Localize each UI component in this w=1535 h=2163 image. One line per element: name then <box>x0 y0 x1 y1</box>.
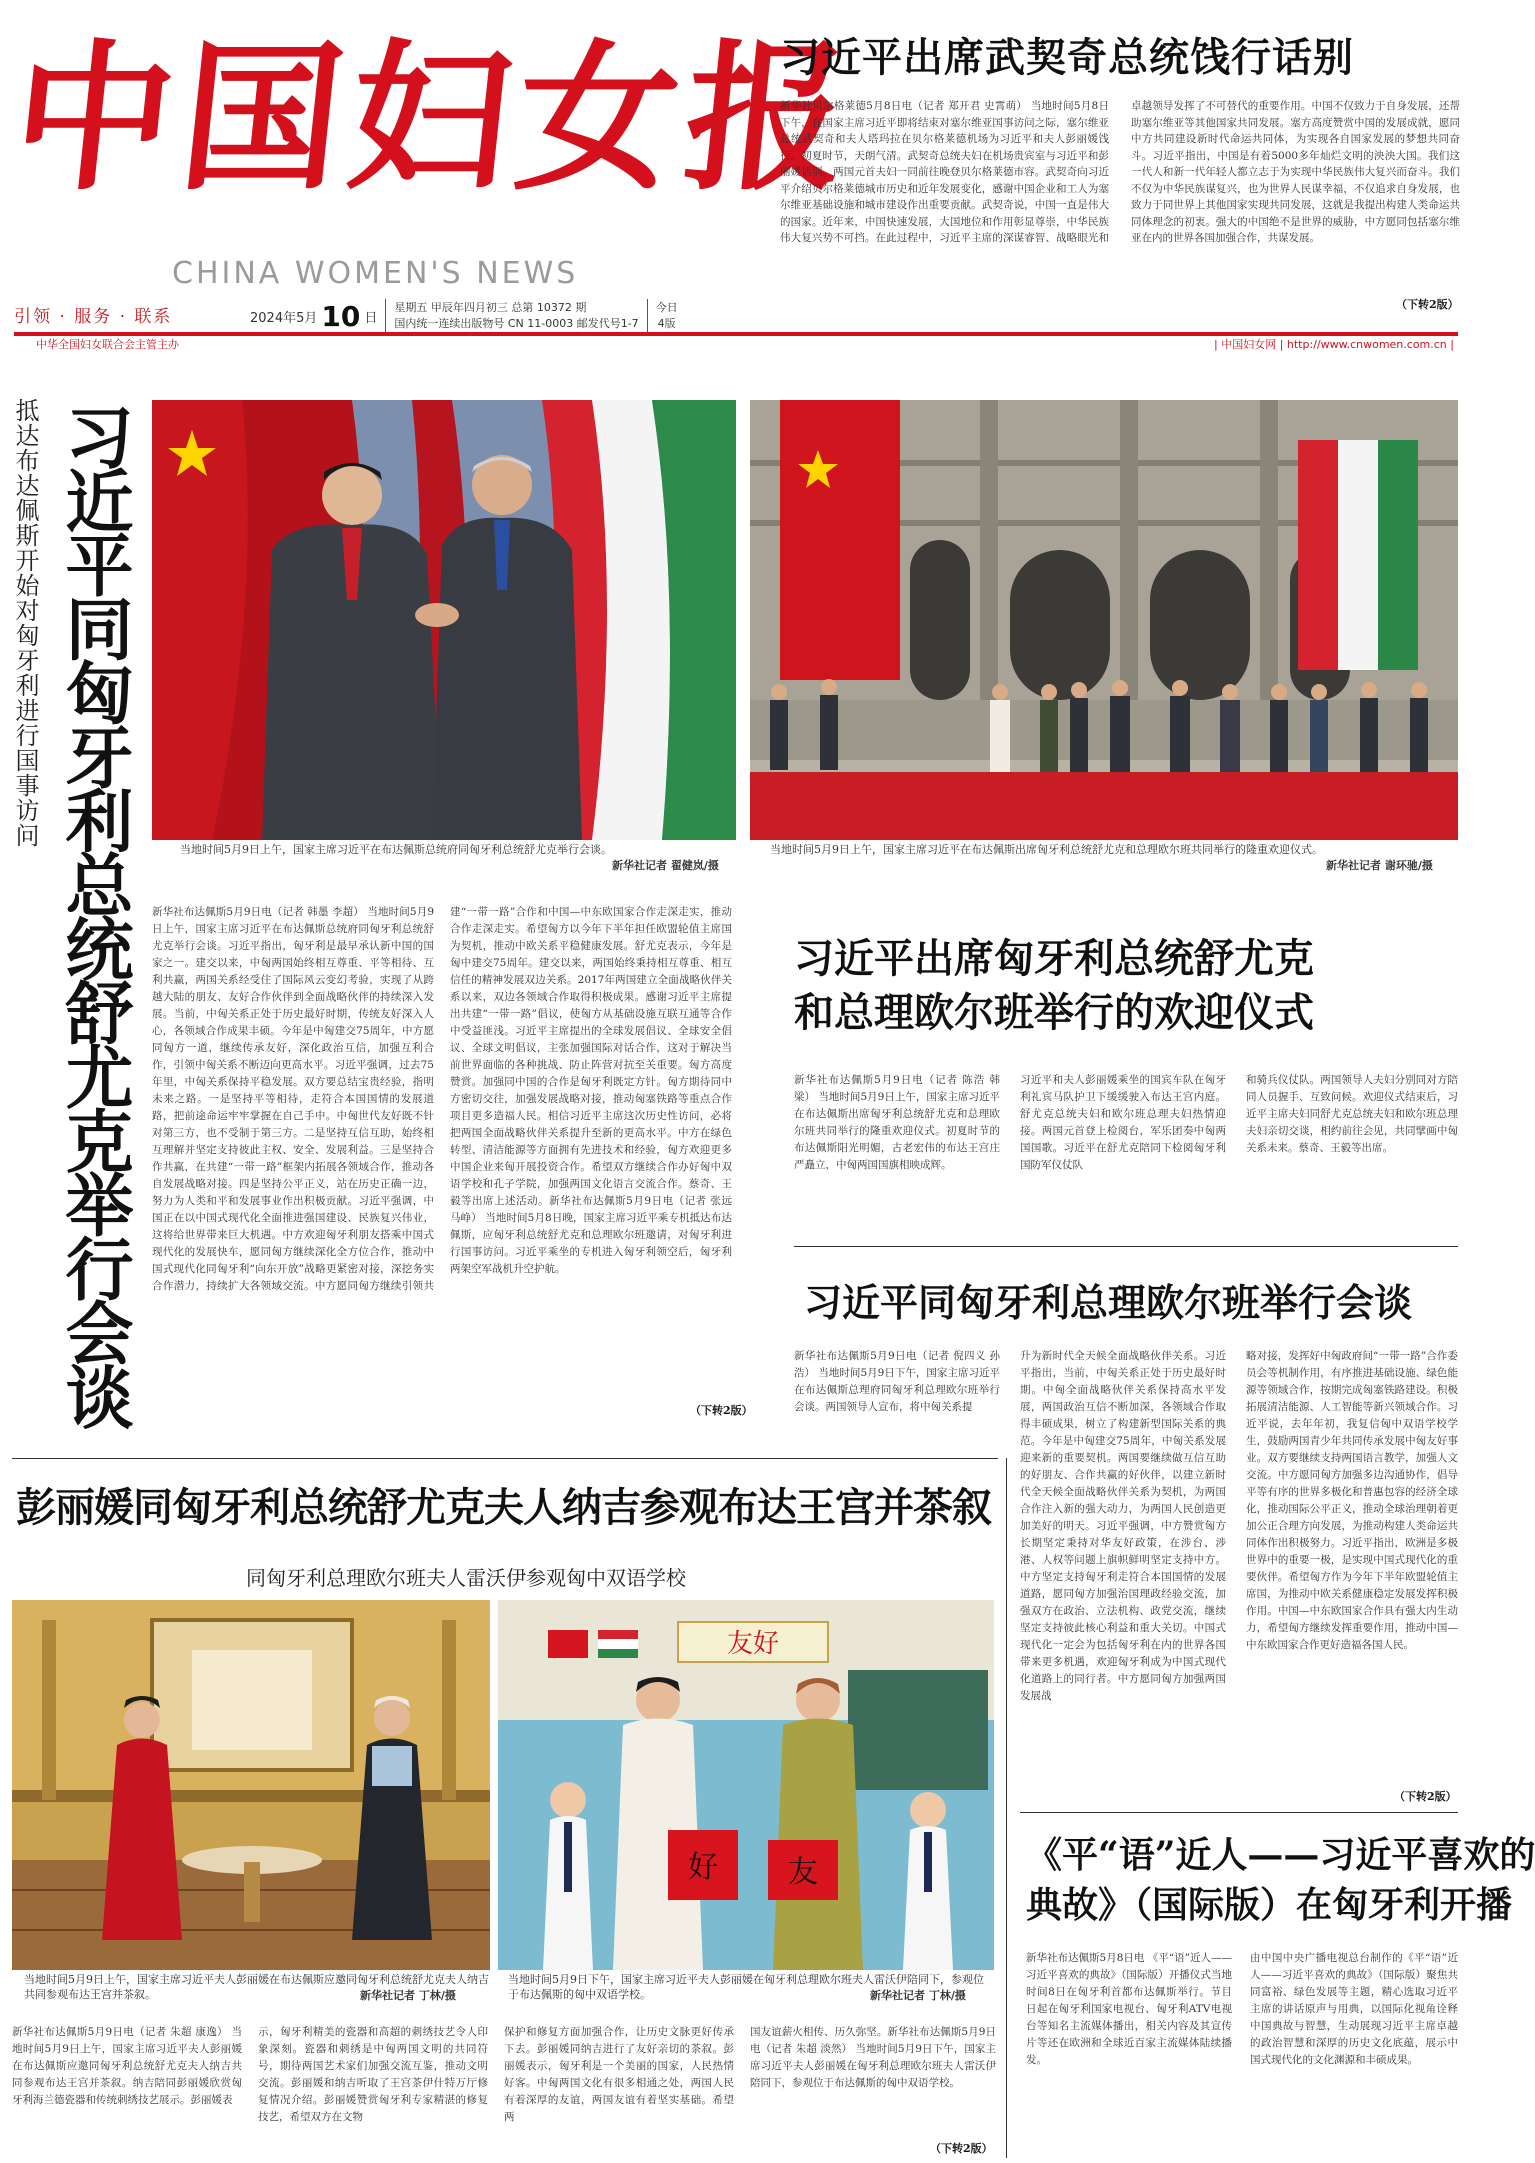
main-story-col2: 作走深走实，推动合作走深走实。希望匈方以今年下半年担任欧盟轮值主席国为契机，推动中欧关系平稳健康发展。舒尤克表示，今年是匈中建交75周年。建交以来，两国始终秉持相互尊重、相互信任的精神发展双边关系。2017年两国建立全面战略伙伴关系以来，双边各领域合作取得积极成果。感谢习近平主席提出共建“一带一路”倡议，使匈方从基础设施互联互通等合作中受益匪浅。习近平主席提出的全球发展倡议、全球安全倡议、全球文明倡议，主张加强国际对话合作，这对于解决当前世界面临的各种挑战、防止阵营对抗至关重要。匈方高度赞赏。加强同中国的合作是匈牙利既定方针。匈方期待同中方密切交往，加强发展战略对接，推动匈塞铁路等重点合作项目更多造福人民。相信习近平主席这次历史性访问，必将把两国全面战略伙伴关系提升至新的更高水平。中方在绿色转型、清洁能源等方面拥有先进技术和经验，匈方欢迎更多中国企业来匈开展投资合作。希望双方继续合作办好匈中双语学校和孔子学院，加强两国文化语言交流合作。蔡奇、王毅等出席上述活动。新华社布达佩斯5月9日电（记者 张远 马峥） 当地时间5月8日晚，国家主席习近平乘专机抵达布达佩斯，应匈牙利总统舒尤克和总理欧尔班邀请，对匈牙利进行国事访问。习近平乘坐的专机进入匈牙利领空后，匈牙利两架空军战机升空护航。 <box>450 906 732 1275</box>
date-prefix: 2024年5月 <box>250 310 318 326</box>
masthead-slogan: 引领 · 服务 · 联系 <box>14 307 173 327</box>
classics-col1: 新华社布达佩斯5月8日电 《平“语”近人——习近平喜欢的典故》（国际版）开播仪式当地时间8日在匈牙利首都布达佩斯举行。节目日起在匈牙利国家电视台、匈牙利ATV电视台等知名主流媒体播出，相关内容及其宣传片等还在欧洲和全球近百家主流媒体陆续播发。 <box>1026 1952 1232 2066</box>
photo-handshake-caption: 当地时间5月9日上午，国家主席习近平在布达佩斯总统府同匈牙利总统舒尤克举行会谈。 <box>180 843 612 856</box>
main-story-continued: （下转2版） <box>690 1404 753 1417</box>
photo-handshake-credit: 新华社记者 翟健岚/摄 <box>612 859 719 872</box>
photo-ceremony-caption: 当地时间5月9日上午，国家主席习近平在布达佩斯出席匈牙利总统舒尤克和总理欧尔班共同举行的隆重欢迎仪式。 <box>770 843 1323 856</box>
pages-count <box>656 300 678 332</box>
orban-headline: 习近平同匈牙利总理欧尔班举行会谈 <box>804 1280 1413 1325</box>
orban-continued: （下转2版） <box>1394 1790 1457 1803</box>
photo-ceremony <box>750 400 1458 840</box>
divider <box>12 1458 998 1459</box>
pages-value: 4版 <box>657 317 676 330</box>
welcome-headline <box>794 932 1314 1040</box>
card-you-text: 友 <box>788 1855 818 1890</box>
vertical-headline: 习近平同匈牙利总统舒尤克举行会谈 <box>54 402 134 1426</box>
orban-col3: 略对接，发挥好中匈政府间“一带一路”合作委员会等机制作用，有序推进基础设施、绿色能源等领域合作，按期完成匈塞铁路建设。积极拓展清洁能源、人工智能等新兴领域合作。习近平说，去年年初，我复信匈中双语学校学生，鼓励两国青少年共同传承发展中匈友好事业。双方要继续支持两国语言教学，加强人文交流。中方愿同匈方加强多边沟通协作，倡导平等有序的世界多极化和普惠包容的经济全球化，推动国际公平正义，推动全球治理朝着更加公正合理方向发展，为推动构建人类命运共同体作出积极努力。习近平指出，欧洲是多极世界中的重要一极，是实现中国式现代化的重要伙伴。希望匈方作为今年下半年欧盟轮值主席国，为推动中欧关系健康稳定发展发挥积极作用。中国—中东欧国家合作具有强大内生动力，希望匈方继续发挥重要作用，推动中国—中东欧国家合作更好造福各国人民。 <box>1246 1350 1458 1651</box>
website-line: | 中国妇女网 | http://www.cnwomen.com.cn | <box>1214 338 1454 351</box>
photo-ceremony-credit: 新华社记者 谢环驰/摄 <box>1326 859 1433 872</box>
top-story-headline: 习近平出席武契奇总统饯行话别 <box>780 34 1354 81</box>
welcome-col3: 和骑兵仪仗队。两国领导人夫妇分别同对方陪同人员握手、互致问候。欢迎仪式结束后，习近平主席夫妇同舒尤克总统夫妇和欧尔班总理夫妇亲切交谈，相约前往会见，共同擘画中匈关系未来。蔡奇、王毅等出席。 <box>1246 1074 1458 1154</box>
classics-headline-line1: 《平“语”近人——习近平喜欢的 <box>1026 1834 1535 1876</box>
photo-palace-caption: 当地时间5月9日上午，国家主席习近平夫人彭丽媛在布达佩斯应邀同匈牙利总统舒尤克夫人纳吉共同参观布达王宫并茶叙。 <box>24 1973 489 2001</box>
welcome-headline-line1: 习近平出席匈牙利总统舒尤克 <box>794 935 1314 982</box>
peng-continued: （下转2版） <box>930 2142 993 2155</box>
date-suffix: 日 <box>364 310 378 326</box>
masthead-title: 中国妇女报 <box>4 24 864 212</box>
date-day: 10 <box>321 299 361 333</box>
issue-info <box>394 300 638 332</box>
photo-palace <box>12 1600 490 1970</box>
vertical-kicker: 抵达布达佩斯开始对匈牙利进行国事访问 <box>11 398 39 848</box>
sponsor-line: 中华全国妇女联合会主管主办 <box>36 338 179 351</box>
photo-school-caption: 当地时间5月9日下午，国家主席习近平夫人彭丽媛在匈牙利总理欧尔班夫人雷沃伊陪同下，参观位于布达佩斯的匈中双语学校。 <box>508 1973 984 2001</box>
top-story-continued: （下转2版） <box>1396 298 1459 311</box>
divider <box>794 1246 1458 1247</box>
top-story-body: 新华社贝尔格莱德5月8日电（记者 郑开君 史霄萌） 当地时间5月8日下午，在国家主席习近平即将结束对塞尔维亚国事访问之际，塞尔维亚总统武契奇和夫人塔玛拉在贝尔格莱德机场为习近平和夫人彭丽媛饯行。初夏时节，天朗气清。武契奇总统夫妇在机场贵宾室与习近平和彭丽媛话别。两国元首夫妇一同前往晚登贝尔格莱德市容。武契奇向习近平介绍贝尔格莱德城市历史和近年发展变化，感谢中国企业和工人为塞尔维亚基础设施和城市建设作出重要贡献。武契奇说，中国一直是伟大的国家。近年来，中国快速发展，大国地位和作用彰显尊崇，中华民族伟大复兴势不可挡。在此过程中，习近平主席的深谋睿智、战略眼光和卓越领导发挥了不可替代的重要作用。中国不仅致力于自身发展，还帮助塞尔维亚等其他国家共同发展。塞方高度赞赏中国的发展成就，愿同中方共同建设新时代命运共同体，为实现各自国家发展的梦想共同奋斗。习近平指出，中国是有着5000多年灿烂文明的泱泱大国。我们这一代人和新一代年轻人都立志于为实现中华民族伟大复兴而奋斗。我们不仅为中华民族谋复兴，也为世界人民谋幸福，不仅追求自身发展，也致力于同世界上其他国家实现共同发展，这就是我提出构建人类命运共同体理念的初衷。强大的中国绝不是世界的威胁，中方愿同包括塞尔维亚在内的世界各国加强合作，共谋发展。 <box>780 100 1460 244</box>
photo-handshake <box>152 400 736 840</box>
main-story-col1: 新华社布达佩斯5月9日电（记者 韩墨 李超） 当地时间5月9日上午，国家主席习近平在布达佩斯总统府同匈牙利总统舒尤克举行会谈。习近平指出，匈牙利是最早承认新中国的国家之一。建交以来，中匈两国始终相互尊重、平等相待、互利共赢，两国关系经受住了国际风云变幻考验，实现了从跨越大陆的朋友、友好合作伙伴到全面战略伙伴的持续深入发展。当前，中匈关系正处于历史最好时期，传统友好深入人心，各领域合作成果丰硕。今年是中匈建交75周年，中方愿同匈方一道，继续传承友好，深化政治互信，加强互利合作，引领中匈关系不断迈向更高水平。习近平强调，过去75年里，中匈关系保持平稳发展。双方要总结宝贵经验，指明未来之路。一是坚持平等相待，走符合本国国情的发展道路，把前途命运牢牢掌握在自己手中。中匈世代友好既不针对第三方，也不受制于第三方。二是坚持互信互助，始终相互理解并坚定支持彼此主权、安全、发展利益。三是坚持合作共赢，在共建“一带一路”框架内拓展各领域合作，推动各自发展战略对接。四是坚持公平正义，站在历史正确一边，努力为人类和平和发展事业作出积极贡献。习近平强调，中国正在以中国式现代化全面推进强国建设、民族复兴伟业，这将给世界带来巨大机遇。中方欢迎匈牙利朋友搭乘中国式现代化的发展快车，愿同匈方继续深化全方位合作，推动中国式现代化同匈牙利“向东开放”战略更紧密对接，深挖务实合作潜力，持续扩大各领域交流。中方愿同匈方继续引领共建“一带一路”合作和中国—中东欧国家合 <box>152 906 646 1292</box>
masthead-logo <box>4 18 864 291</box>
peng-col2: 示，匈牙利精美的瓷器和高超的刺绣技艺令人印象深刻。瓷器和刺绣是中匈两国文明的共同符号，期待两国艺术家们加强交流互鉴，推动文明交流。彭丽媛和纳吉听取了王宫茶伊什特万厅修复情况介绍。彭丽媛赞赏匈牙利专家精湛的修复技艺，希望双方在文物 <box>258 2026 488 2123</box>
peng-col1: 新华社布达佩斯5月9日电（记者 朱超 康逸） 当地时间5月9日上午，国家主席习近平夫人彭丽媛在布达佩斯应邀同匈牙利总统舒尤克夫人纳吉共同参观布达王宫并茶叙。纳吉陪同彭丽媛欣赏匈牙利海兰德瓷器和传统刺绣技艺展示。彭丽媛表 <box>12 2026 242 2106</box>
masthead-english: CHINA WOMEN'S NEWS <box>172 256 579 291</box>
photo-palace-credit: 新华社记者 丁林/摄 <box>360 1989 456 2002</box>
peng-subheadline: 同匈牙利总理欧尔班夫人雷沃伊参观匈中双语学校 <box>246 1566 686 1590</box>
classics-headline-line2: 典故》（国际版）在匈牙利开播 <box>1026 1884 1513 1926</box>
divider <box>1020 1812 1458 1813</box>
classics-headline <box>1026 1830 1535 1930</box>
school-sign-text: 友好 <box>726 1629 780 1659</box>
card-hao-text: 好 <box>688 1850 718 1885</box>
orban-col1: 新华社布达佩斯5月9日电（记者 倪四义 孙浩） 当地时间5月9日下午，国家主席习近平在布达佩斯总理府同匈牙利总理欧尔班举行会谈。两国领导人宣布，将中匈关系提 <box>794 1350 1000 1413</box>
divider <box>385 299 386 333</box>
orban-col2: 升为新时代全天候全面战略伙伴关系。习近平指出，当前，中匈关系正处于历史最好时期。中匈全面战略伙伴关系保持高水平发展，两国政治互信不断加深，各领域合作取得丰硕成果，树立了构建新型国际关系的典范。今年是中匈建交75周年，中匈关系发展迎来新的重要契机。两国要继续做互信互助的好朋友、合作共赢的好伙伴，以建立新时代全天候全面战略伙伴关系为契机，为两国合作注入新的强大动力，为两国人民创造更加美好的明天。习近平强调，中方赞赏匈方长期坚定秉持对华友好政策，在涉台、涉港、人权等问题上旗帜鲜明坚定支持中方。中方坚定支持匈牙利走符合本国国情的发展道路，愿同匈方加强治国理政经验交流，加强双方在政治、立法机构、政党交流，继续坚定支持彼此核心利益和重大关切。中国式现代化一定会为包括匈牙利在内的世界各国带来更多机遇，欢迎匈牙利成为中国式现代化道路上的同行者。中方愿同匈方加强两国发展战 <box>1020 1350 1226 1702</box>
main-story-body <box>152 904 732 1414</box>
divider <box>647 299 648 333</box>
date-block <box>250 296 678 336</box>
welcome-col1: 新华社布达佩斯5月9日电（记者 陈浩 韩梁） 当地时间5月9日上午，国家主席习近平在布达佩斯出席匈牙利总统舒尤克和总理欧尔班共同举行的隆重欢迎仪式。初夏时节的布达佩斯阳光明媚，古老宏伟的布达王宫庄严矗立，中匈两国国旗相映成辉。 <box>794 1074 1000 1171</box>
divider <box>1006 1458 1007 2158</box>
photo-school-credit: 新华社记者 丁林/摄 <box>870 1989 966 2002</box>
peng-col4: 国友谊薪火相传、历久弥坚。新华社布达佩斯5月9日电（记者 朱超 淡然） 当地时间5月9日下午，国家主席习近平夫人彭丽媛在匈牙利总理欧尔班夫人雷沃伊陪同下，参观位于布达佩斯的匈中双语学校。 <box>750 2026 996 2089</box>
pages-label: 今日 <box>655 301 678 314</box>
issue-line-1: 星期五 甲辰年四月初三 总第 10372 期 <box>394 301 587 314</box>
peng-headline: 彭丽媛同匈牙利总统舒尤克夫人纳吉参观布达王宫并茶叙 <box>16 1484 991 1531</box>
peng-col3: 保护和修复方面加强合作，让历史文脉更好传承下去。彭丽媛同纳吉进行了友好亲切的茶叙。彭丽媛表示，匈牙利是一个美丽的国家，人民热情好客。中匈两国文化有很多相通之处，两国人民有着深厚的友谊，两国友谊有着坚实基础。希望两 <box>504 2026 734 2123</box>
issue-line-2: 国内统一连续出版物号 CN 11-0003 邮发代号1-7 <box>394 317 639 330</box>
welcome-col2: 习近平和夫人彭丽媛乘坐的国宾车队在匈牙利礼宾马队护卫下缓缓驶入布达王宫内庭。舒尤克总统夫妇和欧尔班总理夫妇热情迎接。两国元首登上检阅台，军乐团奏中匈两国国歌。习近平在舒尤克陪同下检阅匈牙利国防军仪仗队 <box>1020 1074 1226 1171</box>
photo-school <box>498 1600 994 1970</box>
welcome-headline-line2: 和总理欧尔班举行的欢迎仪式 <box>794 989 1314 1036</box>
classics-col2: 由中国中央广播电视总台制作的《平“语”近人——习近平喜欢的典故》（国际版）聚焦共同富裕、绿色发展等主题，精心选取习近平主席的讲话原声与用典，以国际化视角诠释中国典故与智慧，生动展现习近平主席卓越的政治智慧和深厚的历史文化底蕴，展示中国式现代化的文化渊源和丰硕成果。 <box>1250 1952 1458 2066</box>
